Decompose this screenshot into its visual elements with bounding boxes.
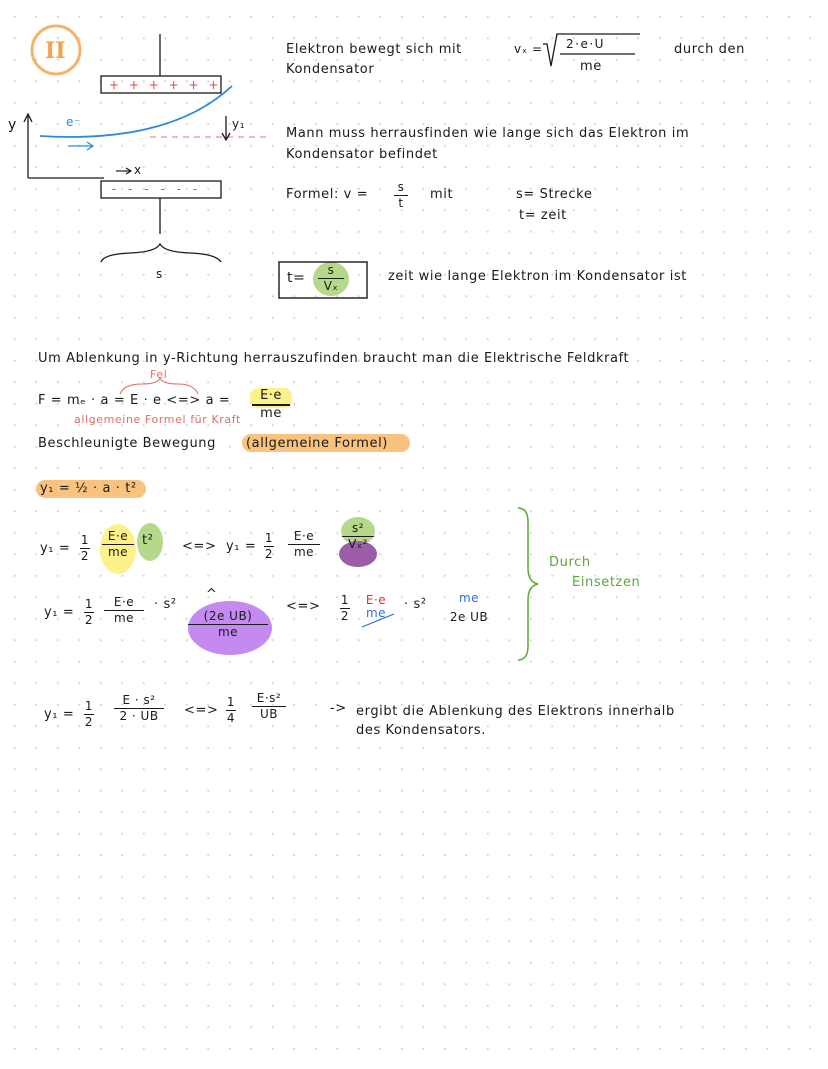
row2-rhs-me: me [365, 606, 387, 621]
brace-label-durch: Durch [549, 555, 591, 570]
row1-rhs-lhs: y₁ = [226, 539, 257, 554]
s-definition: s= Strecke [516, 187, 593, 202]
row2-hat: ^ [206, 587, 218, 602]
fel-label: Fel [150, 368, 168, 381]
force-note: allgemeine Formel für Kraft [74, 413, 241, 426]
row3-es2: E · s² [122, 693, 156, 707]
row2-ee: E·e [113, 595, 135, 609]
row3-es2-b: E·s² [256, 691, 282, 705]
row3-2ub: 2 · UB [119, 709, 159, 724]
row2-rhs-half-den: 2 [340, 609, 350, 624]
row2-rhs-s2: · s² [404, 597, 427, 612]
force-den: me [260, 405, 282, 421]
y1-general: y₁ = ½ · a · t² [40, 481, 137, 496]
deflection-label: y₁ [232, 117, 246, 131]
boxed-fraction [318, 264, 344, 294]
row2-rhs-2eub: 2e UB [449, 610, 489, 625]
x-axis-label: x [134, 163, 142, 177]
force-intro: Um Ablenkung in y-Richtung herrauszufinden braucht man die Elektrische Feldkraft [38, 351, 630, 366]
time-note-line1: Mann muss herrausfinden wie lange sich das Elektron im [286, 126, 690, 141]
row2-rhs-half [340, 594, 350, 624]
result-line1: ergibt die Ablenkung des Elektrons innerhalb [356, 704, 675, 719]
time-note-line2: Kondensator befindet [286, 147, 438, 162]
row2-2eub: (2e UB) [203, 609, 253, 623]
row2-rhs-me-2eub [446, 592, 492, 624]
row2-half-num: 1 [84, 597, 94, 611]
row1-half-num: 1 [80, 533, 90, 547]
result-line2: des Kondensators. [356, 723, 486, 738]
force-fraction [252, 389, 290, 421]
force-num: E·e [260, 388, 282, 403]
vx-label: vₓ = [514, 42, 543, 56]
plate-bottom-charges: - - - - - - [112, 182, 202, 196]
row3-equiv: <=> [184, 703, 219, 718]
derivation-brace [518, 508, 538, 660]
row2-s2: · s² [154, 597, 177, 612]
boxed-den: Vₓ [323, 279, 339, 294]
row1-vx2: Vₓ² [348, 537, 368, 552]
formula-num: s [397, 180, 405, 194]
beschleunigte-bewegung: Beschleunigte Bewegung [38, 436, 216, 451]
row3-quarter-den: 4 [226, 711, 236, 726]
force-equation: F = mₑ · a = E · e <=> a = [38, 393, 231, 408]
length-brace [101, 244, 221, 262]
row3-half-num: 1 [84, 699, 94, 713]
row2-lhs: y₁ = [44, 605, 75, 620]
row1-rhs-half [264, 532, 274, 562]
row1-rhs-ee: E·e [293, 529, 315, 543]
row1-half [80, 534, 90, 564]
row3-es2-2ub [114, 694, 164, 724]
row1-rhs-me: me [293, 545, 315, 560]
row1-half-den: 2 [80, 549, 90, 564]
formula-mit: mit [430, 187, 454, 202]
result-arrow: -> [330, 701, 347, 716]
velocity-text-line2: Kondensator [286, 62, 375, 77]
row2-vx2-substituted [188, 610, 268, 640]
allgemeine-formel: (allgemeine Formel) [246, 436, 388, 451]
root-denominator: me [580, 59, 602, 74]
velocity-text-end: durch den [674, 42, 745, 57]
row1-me: me [107, 545, 129, 560]
row1-rhs-half-num: 1 [264, 531, 274, 545]
row3-ub: UB [259, 707, 278, 722]
row2-me: me [113, 611, 135, 626]
row1-t2: t² [142, 533, 154, 548]
row2-half [84, 598, 94, 628]
y-axis-label: y [8, 117, 17, 133]
row3-quarter-num: 1 [226, 695, 236, 709]
row1-rhs-ee-me [288, 530, 320, 560]
row2-rhs-half-num: 1 [340, 593, 350, 607]
formula-fraction [394, 181, 408, 211]
formula-den: t [398, 196, 404, 211]
boxed-note: zeit wie lange Elektron im Kondensator ist [388, 269, 687, 284]
row2-2eub-me: me [217, 625, 239, 640]
velocity-text-line1: Elektron bewegt sich mit [286, 42, 462, 57]
row1-rhs-half-den: 2 [264, 547, 274, 562]
plate-top-charges: + + + + + + [109, 78, 222, 92]
row1-lhs: y₁ = [40, 541, 71, 556]
row3-half [84, 700, 94, 730]
row3-quarter [226, 696, 236, 726]
section-number: II [45, 38, 66, 64]
root-numerator: 2·e·U [566, 37, 605, 51]
row2-ee-me [104, 596, 144, 626]
row1-s2: s² [351, 521, 365, 535]
row1-ee: E·e [107, 529, 129, 543]
row2-rhs-ee: E·e [365, 593, 387, 607]
electron-label: e⁻ [66, 115, 81, 129]
boxed-num: s [327, 263, 335, 277]
row1-s2-vx2 [342, 522, 374, 552]
t-definition: t= zeit [519, 208, 567, 223]
row3-lhs: y₁ = [44, 707, 75, 722]
boxed-lhs: t= [287, 270, 306, 286]
row1-equiv: <=> [182, 539, 217, 554]
row2-rhs-me-blue: me [458, 591, 480, 605]
row2-rhs-ee-me [358, 594, 394, 620]
row1-ee-me [102, 530, 134, 560]
formula-label: Formel: v = [286, 187, 369, 202]
row2-half-den: 2 [84, 613, 94, 628]
row3-es2-ub [252, 692, 286, 722]
length-label: s [156, 267, 163, 281]
row3-half-den: 2 [84, 715, 94, 730]
row2-equiv: <=> [286, 599, 321, 614]
brace-label-einsetzen: Einsetzen [572, 575, 641, 590]
